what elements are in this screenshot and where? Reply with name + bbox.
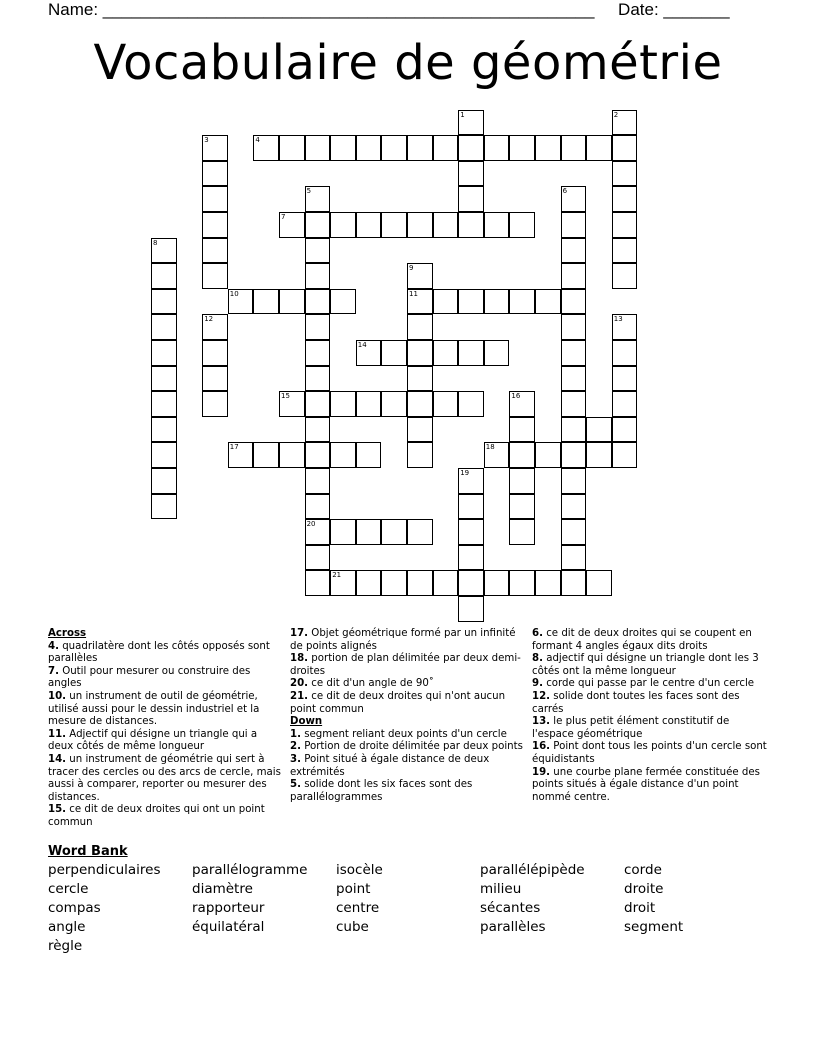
clue-text: ce dit d'un angle de 90˚: [308, 678, 434, 690]
grid-cell[interactable]: [612, 417, 638, 443]
clue-number: 3.: [290, 753, 301, 765]
grid-cell[interactable]: [407, 366, 433, 392]
clue-text: ce dit de deux droites qui se coupent en formant 4 angles égaux dits droits: [532, 628, 752, 652]
cell-number: 8: [153, 238, 158, 247]
cell-number: 10: [229, 289, 239, 298]
grid-cell[interactable]: [407, 340, 433, 366]
grid-cell[interactable]: [305, 494, 331, 520]
cell-number: 21: [332, 571, 342, 580]
grid-cell[interactable]: [612, 135, 638, 161]
grid-cell[interactable]: [433, 212, 459, 238]
grid-cell[interactable]: [509, 494, 535, 520]
grid-cell[interactable]: [407, 391, 433, 417]
clue-text: Outil pour mesurer ou construire des angles: [48, 665, 251, 690]
grid-cell[interactable]: [279, 391, 305, 417]
grid-cell[interactable]: [586, 570, 612, 596]
clue-text: ce dit de deux droites qui ont un point commun: [48, 804, 265, 828]
clue-text: ce dit de deux droites qui n'ont aucun point commun: [290, 690, 506, 715]
grid-cell[interactable]: [561, 314, 587, 340]
grid-cell[interactable]: [407, 570, 433, 596]
across-clue: [290, 691, 526, 716]
cell-number: 2: [613, 110, 619, 119]
clue-text: Portion de droite délimitée par deux points: [300, 741, 523, 753]
cell-number: 5: [306, 187, 312, 196]
grid-cell[interactable]: [330, 570, 356, 596]
grid-cell[interactable]: [305, 238, 331, 264]
grid-cell[interactable]: [330, 391, 356, 417]
down-clue: [532, 741, 768, 766]
grid-cell[interactable]: [561, 442, 587, 468]
grid-cell[interactable]: [202, 263, 228, 289]
grid-cell[interactable]: [458, 161, 484, 187]
word-bank-item: milieu: [480, 881, 522, 897]
grid-cell[interactable]: [458, 494, 484, 520]
grid-cell[interactable]: [305, 519, 331, 545]
clue-text: une courbe plane fermée constituée des points situés à égale distance d'un point nommé centre.: [532, 766, 760, 803]
grid-cell[interactable]: [407, 519, 433, 545]
grid-cell[interactable]: [407, 212, 433, 238]
grid-cell[interactable]: [509, 519, 535, 545]
clue-text: portion de plan délimitée par deux demi-droites: [290, 653, 521, 677]
clue-number: 9.: [532, 678, 543, 690]
grid-cell[interactable]: [356, 519, 382, 545]
clue-text: Adjectif qui désigne un triangle qui a deux côtés de même longueur: [48, 728, 258, 753]
grid-cell[interactable]: [330, 519, 356, 545]
clue-number: 5.: [290, 779, 301, 791]
grid-cell[interactable]: [509, 417, 535, 443]
word-bank-item: rapporteur: [192, 900, 265, 916]
grid-cell[interactable]: [535, 289, 561, 315]
grid-cell[interactable]: [509, 391, 535, 417]
clue-number: 6.: [532, 628, 543, 639]
cell-number: 7: [281, 213, 286, 221]
down-clue: [532, 691, 768, 716]
grid-cell[interactable]: [202, 212, 228, 238]
grid-cell[interactable]: [509, 135, 535, 161]
grid-cell[interactable]: [612, 263, 638, 289]
clue-text: Point dont tous les points d'un cercle sont équidistants: [532, 741, 767, 765]
grid-cell[interactable]: [305, 212, 331, 238]
word-bank-item: parallélépipède: [480, 862, 585, 878]
clue-number: 11.: [48, 728, 67, 740]
grid-cell[interactable]: [433, 135, 459, 161]
grid-cell[interactable]: [228, 289, 254, 315]
grid-cell[interactable]: [561, 238, 587, 264]
down-clue: [290, 729, 526, 742]
grid-cell[interactable]: [381, 570, 407, 596]
grid-cell[interactable]: [356, 570, 382, 596]
grid-cell[interactable]: [484, 212, 510, 238]
grid-cell[interactable]: [381, 212, 407, 238]
grid-cell[interactable]: [612, 314, 638, 340]
word-bank-item: point: [336, 881, 371, 897]
grid-cell[interactable]: [433, 570, 459, 596]
grid-cell[interactable]: [561, 135, 587, 161]
grid-cell[interactable]: [612, 110, 638, 136]
across-clue: [290, 653, 526, 678]
grid-cell[interactable]: [305, 570, 331, 596]
across-clue: [48, 666, 284, 691]
across-clue: [290, 628, 526, 653]
grid-cell[interactable]: [407, 263, 433, 289]
grid-cell[interactable]: [305, 442, 331, 468]
grid-cell[interactable]: [356, 340, 382, 366]
word-bank-item: règle: [48, 938, 83, 954]
grid-cell[interactable]: [305, 417, 331, 443]
grid-cell[interactable]: [330, 135, 356, 161]
grid-cell[interactable]: [305, 263, 331, 289]
across-clue: [48, 754, 284, 804]
word-bank-item: segment: [624, 919, 684, 935]
grid-cell[interactable]: [535, 442, 561, 468]
grid-cell[interactable]: [381, 519, 407, 545]
grid-cell[interactable]: [151, 366, 177, 392]
grid-cell[interactable]: [381, 135, 407, 161]
name-date-line: Name: ____________________________________________________ Date: _______: [48, 0, 730, 19]
grid-cell[interactable]: [586, 135, 612, 161]
word-bank-item: cube: [336, 919, 369, 935]
grid-cell[interactable]: [509, 289, 535, 315]
down-clue: [532, 716, 768, 741]
word-bank-item: isocèle: [336, 862, 383, 878]
cell-number: 15: [281, 392, 290, 401]
grid-cell[interactable]: [509, 212, 535, 238]
clue-text: le plus petit élément constitutif de l'espace géométrique: [532, 716, 730, 740]
word-bank-item: centre: [336, 900, 380, 916]
across-clue: [48, 641, 284, 666]
grid-cell[interactable]: [433, 289, 459, 315]
clues-column-1: [48, 628, 284, 830]
grid-cell[interactable]: [330, 212, 356, 238]
word-bank-item: sécantes: [480, 900, 541, 916]
grid-cell[interactable]: [202, 238, 228, 264]
grid-cell[interactable]: [151, 468, 177, 494]
grid-cell[interactable]: [202, 314, 228, 340]
clue-number: 2.: [290, 741, 301, 753]
grid-cell[interactable]: [253, 135, 279, 161]
word-bank-item: cercle: [48, 881, 89, 897]
grid-cell[interactable]: [458, 289, 484, 315]
grid-cell[interactable]: [561, 519, 587, 545]
grid-cell[interactable]: [484, 340, 510, 366]
cell-number: 16: [511, 392, 521, 401]
grid-cell[interactable]: [305, 391, 331, 417]
grid-cell[interactable]: [561, 391, 587, 417]
cell-number: 12: [204, 315, 214, 324]
clue-number: 16.: [532, 741, 551, 753]
grid-cell[interactable]: [561, 289, 587, 315]
clue-number: 15.: [48, 804, 67, 816]
grid-cell[interactable]: [458, 110, 484, 136]
grid-cell[interactable]: [561, 417, 587, 443]
grid-cell[interactable]: [561, 186, 587, 212]
cell-number: 1: [460, 110, 465, 119]
grid-cell[interactable]: [458, 519, 484, 545]
clue-text: solide dont toutes les faces sont des carrés: [532, 690, 740, 715]
across-clue: [290, 678, 526, 691]
word-bank-item: compas: [48, 900, 101, 916]
grid-cell[interactable]: [407, 442, 433, 468]
grid-cell[interactable]: [561, 494, 587, 520]
grid-cell[interactable]: [509, 570, 535, 596]
grid-cell[interactable]: [356, 135, 382, 161]
grid-cell[interactable]: [561, 545, 587, 571]
grid-cell[interactable]: [305, 186, 331, 212]
grid-cell[interactable]: [279, 289, 305, 315]
word-bank-item: parallèles: [480, 919, 546, 935]
clues-column-3: [532, 628, 768, 804]
clue-text: segment reliant deux points d'un cercle: [300, 728, 507, 740]
grid-cell[interactable]: [561, 468, 587, 494]
grid-cell[interactable]: [407, 289, 433, 315]
grid-cell[interactable]: [151, 238, 177, 264]
cell-number: 6: [562, 187, 568, 196]
grid-cell[interactable]: [407, 417, 433, 443]
grid-cell[interactable]: [356, 442, 382, 468]
clue-number: 19.: [532, 766, 551, 778]
grid-cell[interactable]: [458, 391, 484, 417]
cell-number: 19: [460, 469, 470, 477]
grid-cell[interactable]: [561, 366, 587, 392]
grid-cell[interactable]: [535, 135, 561, 161]
cell-number: 3: [204, 136, 209, 145]
cell-number: 17: [229, 443, 239, 452]
across-clue: [48, 729, 284, 754]
grid-cell[interactable]: [228, 442, 254, 468]
grid-cell[interactable]: [484, 570, 510, 596]
grid-cell[interactable]: [279, 442, 305, 468]
clue-number: 14.: [48, 753, 67, 765]
grid-cell[interactable]: [433, 391, 459, 417]
grid-cell[interactable]: [561, 340, 587, 366]
cell-number: 20: [306, 520, 316, 529]
down-clue: [290, 754, 526, 779]
grid-cell[interactable]: [151, 263, 177, 289]
grid-cell[interactable]: [458, 596, 484, 622]
page-title: Vocabulaire de géométrie: [93, 35, 723, 91]
grid-cell[interactable]: [305, 314, 331, 340]
grid-cell[interactable]: [586, 442, 612, 468]
grid-cell[interactable]: [151, 442, 177, 468]
grid-cell[interactable]: [151, 289, 177, 315]
word-bank-item: parallélogramme: [192, 862, 308, 878]
clue-number: 21.: [290, 690, 309, 702]
grid-cell[interactable]: [407, 314, 433, 340]
grid-cell[interactable]: [561, 263, 587, 289]
grid-cell[interactable]: [612, 442, 638, 468]
grid-cell[interactable]: [305, 135, 331, 161]
down-clue: [532, 628, 768, 653]
grid-cell[interactable]: [535, 570, 561, 596]
across-clue: [48, 691, 284, 729]
across-heading: Across: [48, 628, 87, 639]
grid-cell[interactable]: [305, 545, 331, 571]
grid-cell[interactable]: [202, 135, 228, 161]
grid-cell[interactable]: [151, 417, 177, 443]
clue-number: 7.: [48, 665, 59, 677]
grid-cell[interactable]: [561, 212, 587, 238]
grid-cell[interactable]: [458, 340, 484, 366]
grid-cell[interactable]: [458, 135, 484, 161]
clue-number: 12.: [532, 690, 551, 702]
grid-cell[interactable]: [151, 494, 177, 520]
grid-cell[interactable]: [407, 135, 433, 161]
clues-column-2: [290, 628, 526, 804]
grid-cell[interactable]: [202, 340, 228, 366]
clue-text: corde qui passe par le centre d'un cercle: [542, 678, 755, 690]
grid-cell[interactable]: [484, 442, 510, 468]
grid-cell[interactable]: [586, 417, 612, 443]
grid-cell[interactable]: [458, 468, 484, 494]
grid-cell[interactable]: [612, 391, 638, 417]
grid-cell[interactable]: [330, 442, 356, 468]
grid-cell[interactable]: [202, 366, 228, 392]
down-heading: Down: [290, 716, 323, 728]
cell-number: 13: [613, 315, 623, 324]
cell-number: 14: [357, 341, 367, 349]
clue-number: 20.: [290, 678, 309, 690]
word-bank-item: droit: [624, 900, 656, 916]
grid-cell[interactable]: [458, 212, 484, 238]
grid-cell[interactable]: [612, 366, 638, 392]
grid-cell[interactable]: [612, 340, 638, 366]
grid-cell[interactable]: [381, 391, 407, 417]
grid-cell[interactable]: [253, 442, 279, 468]
grid-cell[interactable]: [484, 135, 510, 161]
clue-text: solide dont les six faces sont des parallélogrammes: [290, 779, 473, 803]
word-bank-item: équilatéral: [192, 919, 265, 935]
cell-number: 9: [409, 264, 414, 273]
clue-number: 17.: [290, 628, 309, 639]
cell-number: 11: [409, 289, 418, 298]
down-clue: [532, 678, 768, 691]
cell-number: 18: [485, 443, 495, 452]
clue-number: 18.: [290, 653, 309, 665]
grid-cell[interactable]: [151, 391, 177, 417]
grid-cell[interactable]: [279, 212, 305, 238]
clue-text: Point situé à égale distance de deux extrémités: [290, 753, 490, 778]
word-bank-item: perpendiculaires: [48, 862, 161, 878]
grid-cell[interactable]: [356, 212, 382, 238]
grid-cell[interactable]: [305, 340, 331, 366]
grid-cell[interactable]: [305, 289, 331, 315]
grid-cell[interactable]: [561, 570, 587, 596]
grid-cell[interactable]: [612, 186, 638, 212]
down-clue: [290, 741, 526, 754]
down-clue: [532, 653, 768, 678]
clue-number: 4.: [48, 640, 59, 652]
clue-number: 8.: [532, 653, 543, 665]
clue-text: un instrument de géométrie qui sert à tracer des cercles ou des arcs de cercle, mais aussi à comparer, reporter ou mesurer des distances.: [48, 753, 281, 803]
grid-cell[interactable]: [151, 340, 177, 366]
grid-cell[interactable]: [612, 238, 638, 264]
word-bank-item: diamètre: [192, 881, 253, 897]
grid-cell[interactable]: [279, 135, 305, 161]
cell-number: 4: [255, 136, 260, 145]
grid-cell[interactable]: [202, 391, 228, 417]
grid-cell[interactable]: [612, 212, 638, 238]
word-bank: [48, 862, 768, 962]
grid-cell[interactable]: [305, 366, 331, 392]
grid-cell[interactable]: [381, 340, 407, 366]
across-clue: [48, 804, 284, 829]
grid-cell[interactable]: [253, 289, 279, 315]
word-bank-item: angle: [48, 919, 86, 935]
clue-text: adjectif qui désigne un triangle dont les 3 côtés ont la même longueur: [532, 653, 759, 677]
grid-cell[interactable]: [330, 289, 356, 315]
grid-cell[interactable]: [458, 570, 484, 596]
grid-cell[interactable]: [509, 468, 535, 494]
clue-text: quadrilatère dont les côtés opposés sont parallèles: [48, 640, 270, 665]
grid-cell[interactable]: [458, 545, 484, 571]
clue-number: 1.: [290, 728, 301, 740]
clue-text: un instrument de outil de géométrie, utilisé aussi pour le dessin industriel et la mesure de distances.: [48, 690, 260, 728]
down-clue: [532, 767, 768, 805]
clue-number: 10.: [48, 690, 67, 702]
grid-cell[interactable]: [612, 161, 638, 187]
grid-cell[interactable]: [509, 442, 535, 468]
grid-cell[interactable]: [151, 314, 177, 340]
clue-number: 13.: [532, 716, 551, 728]
word-bank-item: droite: [624, 881, 664, 897]
word-bank-title: Word Bank: [48, 844, 128, 859]
grid-cell[interactable]: [202, 161, 228, 187]
down-clue: [290, 779, 526, 804]
word-bank-item: corde: [624, 862, 662, 878]
grid-cell[interactable]: [458, 186, 484, 212]
grid-cell[interactable]: [433, 340, 459, 366]
grid-cell[interactable]: [305, 468, 331, 494]
clue-text: Objet géométrique formé par un infinité de points alignés: [290, 628, 516, 652]
grid-cell[interactable]: [356, 391, 382, 417]
grid-cell[interactable]: [484, 289, 510, 315]
grid-cell[interactable]: [202, 186, 228, 212]
